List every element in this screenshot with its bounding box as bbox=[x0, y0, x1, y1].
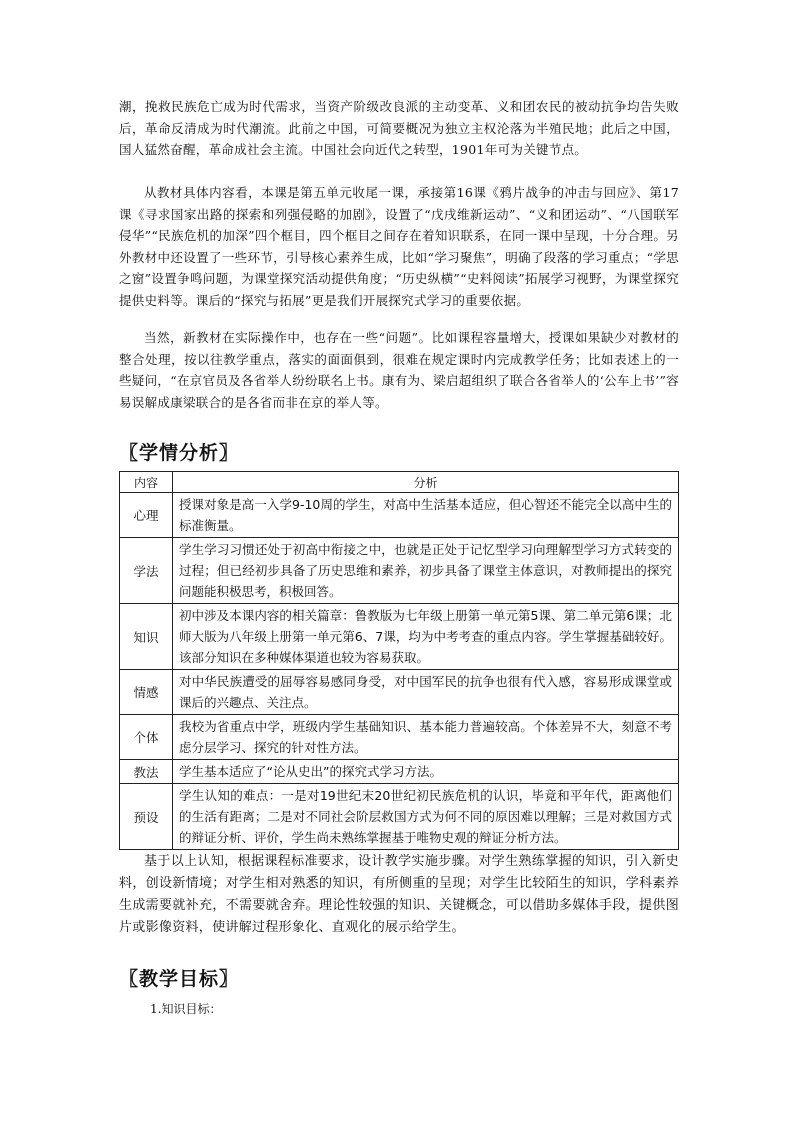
row-label: 知识 bbox=[120, 604, 173, 670]
row-label: 预设 bbox=[120, 784, 173, 850]
row-label: 个体 bbox=[120, 715, 173, 760]
row-label: 教法 bbox=[120, 760, 173, 784]
row-text: 学生认知的难点：一是对19世纪末20世纪初民族危机的认识，毕竟和平年代，距离他们的生活有距离；二是对不同社会阶层救国方式为何不同的原因难以理解；三是对救国方式的辩证分析、评价，学生尚未熟练掌握基于唯物史观的辩证分析方法。 bbox=[173, 784, 679, 850]
row-label: 情感 bbox=[120, 670, 173, 715]
student-analysis-heading: 〖学情分析〗 bbox=[119, 442, 240, 464]
table-row bbox=[120, 604, 679, 670]
table-row bbox=[120, 493, 679, 538]
student-analysis-summary: 基于以上认知，根据课程标准要求，设计教学实施步骤。对学生熟练掌握的知识，引入新史料，创设新情境；对学生相对熟悉的知识，有所侧重的呈现；对学生比较陌生的知识，学科素养生成需要就补充，不需要就舍弃。理论性较强的知识、关键概念，可以借助多媒体手段，提供图片或影像资料，使讲解过程形象化、直观化的展示给学生。 bbox=[119, 854, 679, 935]
row-text: 初中涉及本课内容的相关篇章：鲁教版为七年级上册第一单元第5课、第二单元第6课；北师大版为八年级上册第一单元第6、7课，均为中考考查的重点内容。学生掌握基础较好。该部分知识在多种媒体渠道也较为容易获取。 bbox=[173, 604, 679, 670]
table-header-analysis: 分析 bbox=[173, 472, 679, 493]
goal-item: 1.知识目标： bbox=[150, 1002, 222, 1016]
table-header-row bbox=[120, 472, 679, 493]
row-text: 授课对象是高一入学9-10周的学生，对高中生活基本适应，但心智还不能完全以高中生的标准衡量。 bbox=[173, 493, 679, 538]
intro-paragraph-2: 从教材具体内容看，本课是第五单元收尾一课，承接第16课《鸦片战争的冲击与回应》、第17课《寻求国家出路的探索和列强侵略的加剧》，设置了“戊戌维新运动”、“义和团运动”、“八国联军侵华”“民族危机的加深”四个框目，四个框目之间存在着知识联系，在同一课中呈现，十分合理。另外教材中还设置了一些环节，引导核心素养生成，比如“学习聚焦”，明确了段落的学习重点；“学思之窗”设置争鸣问题，为课堂探究活动提供角度；“历史纵横”“史料阅读”拓展学习视野，为课堂探究提供史料等。课后的“探究与拓展”更是我们开展探究式学习的重要依据。 bbox=[119, 185, 679, 308]
row-text: 学生基本适应了“论从史出”的探究式学习方法。 bbox=[173, 760, 679, 784]
table-row bbox=[120, 760, 679, 784]
table-row bbox=[120, 670, 679, 715]
table-header-content: 内容 bbox=[120, 472, 173, 493]
student-analysis-table bbox=[119, 471, 679, 850]
row-label: 心理 bbox=[120, 493, 173, 538]
intro-paragraph-1: 潮，挽救民族危亡成为时代需求，当资产阶级改良派的主动变革、义和团农民的被动抗争均告失败后，革命反清成为时代潮流。此前之中国，可简要概况为独立主权沦落为半殖民地；此后之中国，国人猛然奋醒，革命成社会主流。中国社会向近代之转型，1901年可为关键节点。 bbox=[119, 99, 679, 157]
row-text: 学生学习习惯还处于初高中衔接之中，也就是正处于记忆型学习向理解型学习方式转变的过程；但已经初步具备了历史思维和素养，初步具备了课堂主体意识，对教师提出的探究问题能积极思考，积极回答。 bbox=[173, 538, 679, 604]
table-row bbox=[120, 538, 679, 604]
intro-paragraph-3: 当然，新教材在实际操作中，也存在一些“问题”。比如课程容量增大，授课如果缺少对教材的整合处理，按以往教学重点，落实的面面俱到，很难在规定课时内完成教学任务；比如表述上的一些疑问，“在京官员及各省举人纷纷联名上书。康有为、梁启超组织了联合各省举人的‘公车上书’”容易误解成康梁联合的是各省而非在京的举人等。 bbox=[119, 330, 679, 410]
row-label: 学法 bbox=[120, 538, 173, 604]
row-text: 对中华民族遭受的屈辱容易感同身受，对中国军民的抗争也很有代入感，容易形成课堂或课后的兴趣点、关注点。 bbox=[173, 670, 679, 715]
table-row bbox=[120, 715, 679, 760]
table-row bbox=[120, 784, 679, 850]
teaching-goals-heading: 〖教学目标〗 bbox=[119, 968, 240, 990]
row-text: 我校为省重点中学，班级内学生基础知识、基本能力普遍较高。个体差异不大，刻意不考虑分层学习、探究的针对性方法。 bbox=[173, 715, 679, 760]
